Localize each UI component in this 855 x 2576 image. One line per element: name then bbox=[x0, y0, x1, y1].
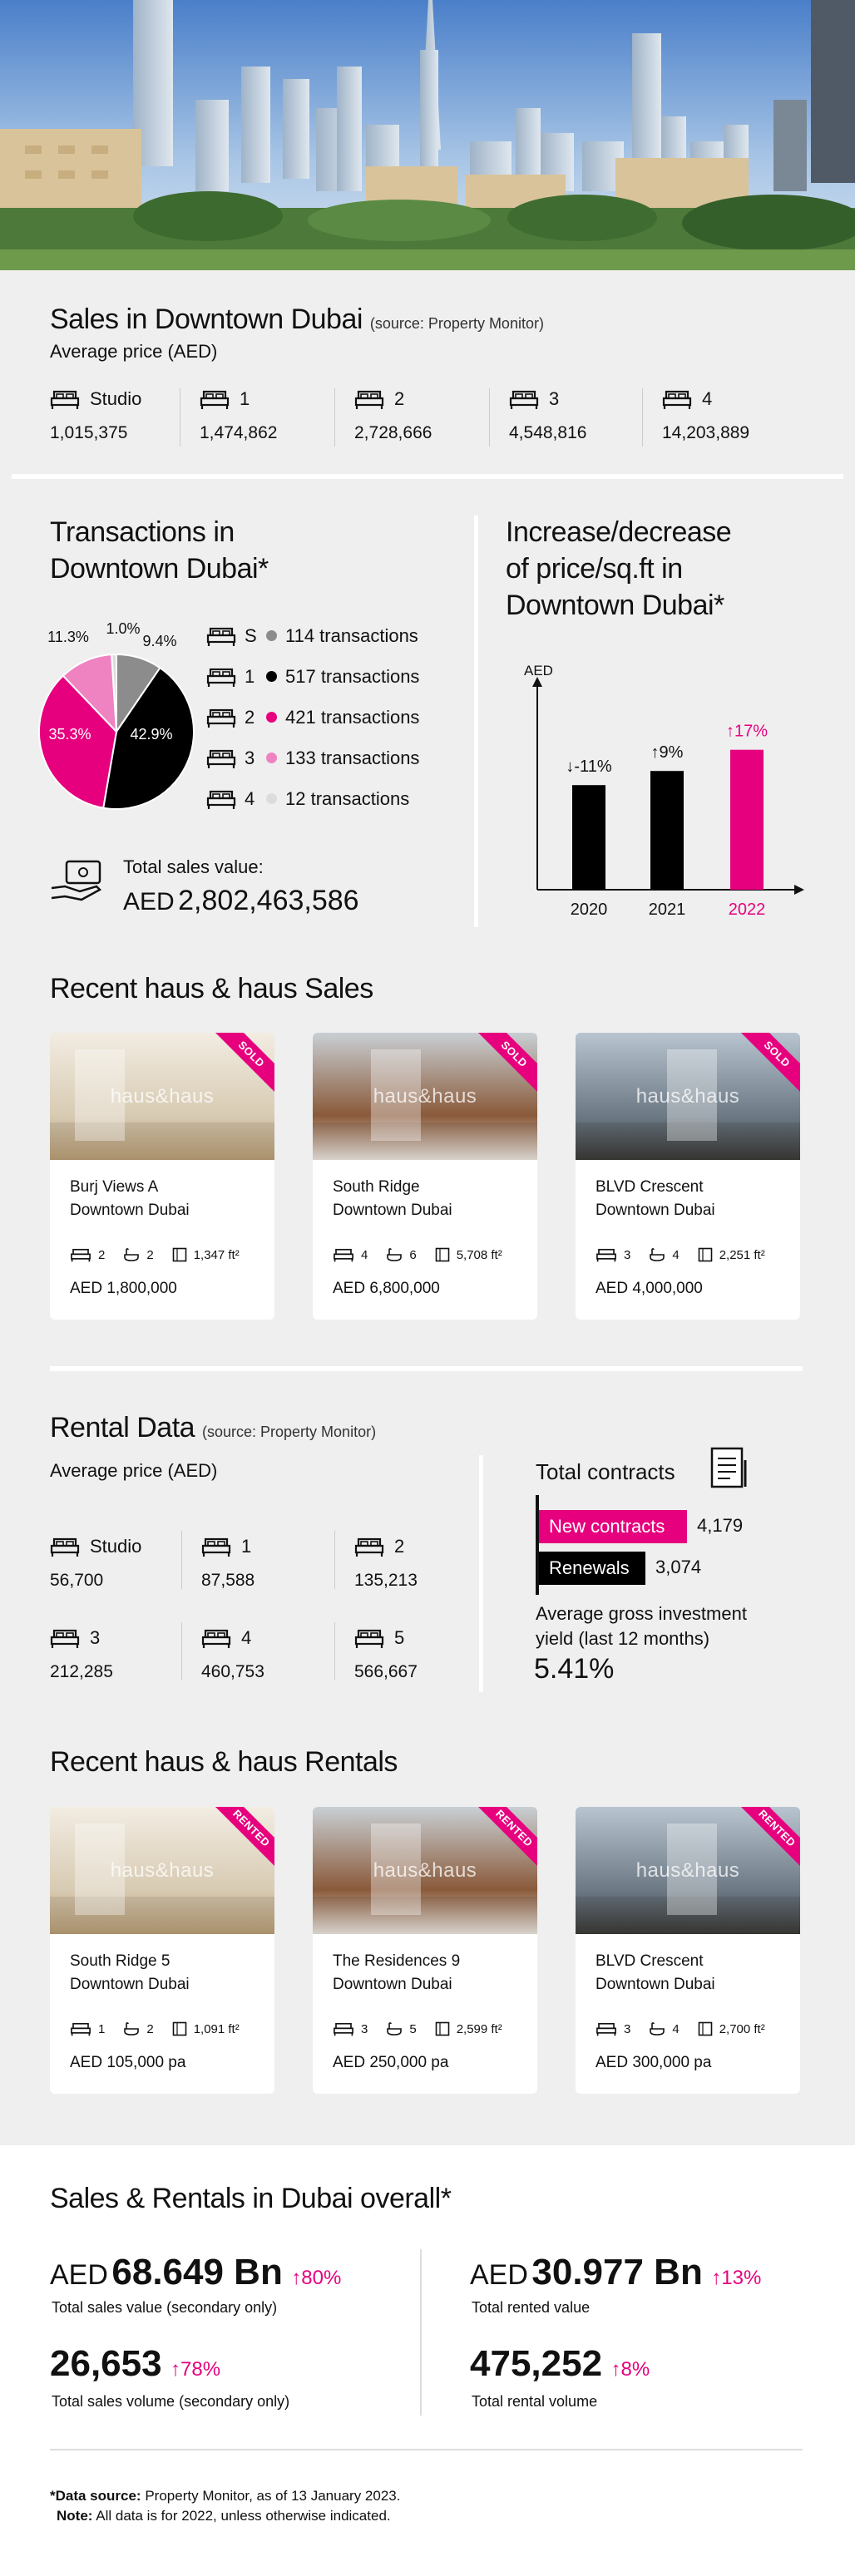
property-price: AED 4,000,000 bbox=[596, 1280, 703, 1297]
property-name: The Residences 9 Downtown Dubai bbox=[333, 1952, 461, 1993]
footer-notes: *Data source: Property Monitor, as of 13 January 2023. Note: All data is for 2022, unless otherwise indicated. bbox=[50, 2488, 401, 2524]
status-ribbon: SOLD bbox=[209, 1033, 274, 1097]
property-photo[interactable] bbox=[576, 1807, 800, 1934]
rental-stat-3-bed: 3 212,285 bbox=[50, 1627, 113, 1681]
rental-stat-2-bed: 2 135,213 bbox=[354, 1536, 418, 1590]
transactions-legend bbox=[206, 615, 419, 819]
status-ribbon: RENTED bbox=[472, 1807, 537, 1871]
legend-dot bbox=[266, 793, 277, 804]
area-icon bbox=[435, 1247, 450, 1262]
area-icon bbox=[172, 2021, 187, 2036]
bar-2020 bbox=[572, 785, 605, 890]
property-photo[interactable] bbox=[313, 1033, 537, 1160]
bed-icon bbox=[333, 2021, 354, 2036]
bed-icon bbox=[50, 1536, 80, 1557]
rental-stat-studio: Studio 56,700 bbox=[50, 1536, 142, 1590]
bed-icon bbox=[70, 2021, 91, 2036]
new-contracts-label: New contracts bbox=[539, 1510, 687, 1543]
property-photo[interactable] bbox=[50, 1807, 274, 1934]
rental-subtitle: Average price (AED) bbox=[50, 1460, 218, 1481]
sales-stat-4-bed: 4 14,203,889 bbox=[662, 388, 750, 442]
legend-dot bbox=[266, 753, 277, 763]
bath-icon bbox=[386, 1247, 403, 1262]
pie-percentage-label: 11.3% bbox=[47, 629, 89, 645]
total-sales-currency: AED bbox=[123, 888, 175, 915]
legend-dot bbox=[266, 630, 277, 641]
status-ribbon: RENTED bbox=[209, 1807, 274, 1871]
rental-stat-4-bed: 4 460,753 bbox=[201, 1627, 264, 1681]
property-name: South Ridge Downtown Dubai bbox=[333, 1178, 452, 1219]
property-features: 3 4 2,700 ft² bbox=[596, 2021, 765, 2036]
property-features: 2 2 1,347 ft² bbox=[70, 1247, 240, 1262]
area-icon bbox=[698, 1247, 713, 1262]
transaction-legend-item: S 114 transactions bbox=[206, 615, 419, 656]
rental-stat-1-bed: 1 87,588 bbox=[201, 1536, 255, 1590]
total-sales-label: Total sales value: bbox=[123, 856, 264, 877]
total-rented-value-label: Total rented value bbox=[472, 2299, 591, 2316]
status-ribbon: SOLD bbox=[472, 1033, 537, 1097]
bath-icon bbox=[123, 2021, 140, 2036]
legend-dot bbox=[266, 712, 277, 723]
bed-icon bbox=[354, 1627, 384, 1649]
transactions-title: Transactions in Downtown Dubai* bbox=[50, 516, 269, 585]
sales-stat-2-bed: 2 2,728,666 bbox=[354, 388, 432, 442]
property-name: Burj Views A Downtown Dubai bbox=[70, 1178, 190, 1219]
property-features: 3 5 2,599 ft² bbox=[333, 2021, 502, 2036]
bath-icon bbox=[649, 2021, 665, 2036]
transaction-legend-item: 4 12 transactions bbox=[206, 778, 419, 819]
transaction-legend-item: 1 517 transactions bbox=[206, 656, 419, 697]
property-name: BLVD Crescent Downtown Dubai bbox=[596, 1952, 715, 1993]
property-features: 4 6 5,708 ft² bbox=[333, 1247, 502, 1262]
property-photo[interactable] bbox=[313, 1807, 537, 1934]
watermark: haus&haus bbox=[373, 1084, 477, 1108]
hero-image bbox=[0, 0, 855, 270]
sales-stat-1-bed: 1 1,474,862 bbox=[200, 388, 278, 442]
area-icon bbox=[698, 2021, 713, 2036]
rented-property-card[interactable] bbox=[576, 1807, 800, 2094]
transactions-pie-chart bbox=[25, 615, 208, 811]
recent-rentals-title: Recent haus & haus Rentals bbox=[50, 1746, 398, 1778]
bed-icon bbox=[596, 2021, 617, 2036]
property-features: 1 2 1,091 ft² bbox=[70, 2021, 240, 2036]
sales-stat-studio: Studio 1,015,375 bbox=[50, 388, 142, 442]
divider bbox=[50, 1366, 803, 1371]
property-name: South Ridge 5 Downtown Dubai bbox=[70, 1952, 190, 1993]
property-features: 3 4 2,251 ft² bbox=[596, 1247, 765, 1262]
bar-2021 bbox=[650, 771, 684, 890]
bed-icon bbox=[596, 1247, 617, 1262]
watermark: haus&haus bbox=[635, 1084, 740, 1108]
bed-icon bbox=[200, 388, 230, 410]
property-name: BLVD Crescent Downtown Dubai bbox=[596, 1178, 715, 1219]
property-price: AED 105,000 pa bbox=[70, 2054, 186, 2071]
x-tick-label: 2022 bbox=[728, 901, 766, 919]
x-tick-label: 2020 bbox=[570, 901, 608, 919]
watermark: haus&haus bbox=[110, 1084, 215, 1108]
bed-icon bbox=[206, 625, 236, 647]
bed-icon bbox=[354, 1536, 384, 1557]
transaction-legend-item: 3 133 transactions bbox=[206, 738, 419, 778]
bed-icon bbox=[333, 1247, 354, 1262]
bar-value-label: ↑9% bbox=[650, 743, 684, 762]
yield-label: Average gross investment yield (last 12 months) bbox=[536, 1603, 747, 1649]
pie-percentage-label: 1.0% bbox=[106, 620, 141, 637]
total-sales-value-label: Total sales value (secondary only) bbox=[52, 2299, 278, 2316]
divider bbox=[12, 474, 843, 479]
pie-percentage-label: 9.4% bbox=[142, 633, 177, 649]
rented-property-card[interactable] bbox=[50, 1807, 274, 2094]
bed-icon bbox=[509, 388, 539, 410]
new-contracts-value: 4,179 bbox=[697, 1515, 744, 1536]
property-price: AED 6,800,000 bbox=[333, 1280, 440, 1297]
total-contracts-title: Total contracts bbox=[536, 1459, 675, 1484]
vertical-divider bbox=[474, 516, 478, 927]
property-price: AED 1,800,000 bbox=[70, 1280, 177, 1297]
y-axis-label: AED bbox=[524, 663, 553, 679]
rental-stat-5-bed: 5 566,667 bbox=[354, 1627, 418, 1681]
rental-title: Rental Data (source: Property Monitor) bbox=[50, 1412, 377, 1443]
price-change-title: Increase/decrease of price/sq.ft in Downtown Dubai* bbox=[506, 516, 732, 621]
bath-icon bbox=[123, 1247, 140, 1262]
bar-2022 bbox=[730, 750, 764, 890]
watermark: haus&haus bbox=[110, 1858, 215, 1882]
sales-stat-3-bed: 3 4,548,816 bbox=[509, 388, 587, 442]
document-icon bbox=[709, 1445, 752, 1493]
property-price: AED 300,000 pa bbox=[596, 2054, 712, 2071]
property-photo[interactable] bbox=[50, 1033, 274, 1160]
bath-icon bbox=[386, 2021, 403, 2036]
total-sales-volume-stat: 26,653 ↑78% bbox=[50, 2343, 221, 2384]
hand-money-icon bbox=[50, 856, 108, 906]
pie-percentage-label: 42.9% bbox=[130, 726, 173, 743]
bed-icon bbox=[206, 748, 236, 769]
bed-icon bbox=[662, 388, 692, 410]
bed-icon bbox=[70, 1247, 91, 1262]
total-sales-value bbox=[50, 856, 359, 916]
area-icon bbox=[435, 2021, 450, 2036]
recent-sales-title: Recent haus & haus Sales bbox=[50, 973, 373, 1004]
renewals-value: 3,074 bbox=[655, 1557, 702, 1577]
property-price: AED 250,000 pa bbox=[333, 2054, 449, 2071]
total-rented-value-stat: AED 30.977 Bn ↑13% bbox=[470, 2252, 762, 2292]
legend-dot bbox=[266, 671, 277, 682]
bed-icon bbox=[206, 788, 236, 810]
rented-property-card[interactable] bbox=[313, 1807, 537, 2094]
total-sales-amount: 2,802,463,586 bbox=[178, 885, 359, 916]
total-rental-volume-stat: 475,252 ↑8% bbox=[470, 2343, 650, 2384]
status-ribbon: RENTED bbox=[734, 1807, 800, 1871]
bar-value-label: ↓-11% bbox=[566, 758, 612, 777]
sales-subtitle: Average price (AED) bbox=[50, 341, 218, 362]
renewals-label: Renewals bbox=[539, 1552, 645, 1585]
status-ribbon: SOLD bbox=[734, 1033, 800, 1097]
bed-icon bbox=[201, 1536, 231, 1557]
bed-icon bbox=[206, 666, 236, 688]
bed-icon bbox=[354, 388, 384, 410]
property-photo[interactable] bbox=[576, 1033, 800, 1160]
bed-icon bbox=[50, 388, 80, 410]
yield-value: 5.41% bbox=[534, 1653, 615, 1685]
sold-property-card[interactable] bbox=[50, 1033, 274, 1320]
bar-value-label: ↑17% bbox=[725, 722, 769, 741]
area-icon bbox=[172, 1247, 187, 1262]
sold-property-card[interactable] bbox=[313, 1033, 537, 1320]
sales-title: Sales in Downtown Dubai (source: Property Monitor) bbox=[50, 303, 544, 335]
total-sales-value-stat: AED 68.649 Bn ↑80% bbox=[50, 2252, 342, 2292]
bed-icon bbox=[206, 707, 236, 728]
transaction-legend-item: 2 421 transactions bbox=[206, 697, 419, 738]
vertical-divider bbox=[479, 1455, 483, 1692]
total-sales-volume-label: Total sales volume (secondary only) bbox=[52, 2393, 290, 2410]
overall-title: Sales & Rentals in Dubai overall* bbox=[50, 2183, 452, 2214]
watermark: haus&haus bbox=[635, 1858, 740, 1882]
price-change-bar-chart bbox=[507, 657, 807, 931]
total-rental-volume-label: Total rental volume bbox=[472, 2393, 598, 2410]
sold-property-card[interactable] bbox=[576, 1033, 800, 1320]
bath-icon bbox=[649, 1247, 665, 1262]
bed-icon bbox=[50, 1627, 80, 1649]
bed-icon bbox=[201, 1627, 231, 1649]
x-axis-arrow bbox=[794, 885, 804, 895]
pie-percentage-label: 35.3% bbox=[48, 726, 91, 743]
watermark: haus&haus bbox=[373, 1858, 477, 1882]
x-tick-label: 2021 bbox=[648, 901, 686, 919]
